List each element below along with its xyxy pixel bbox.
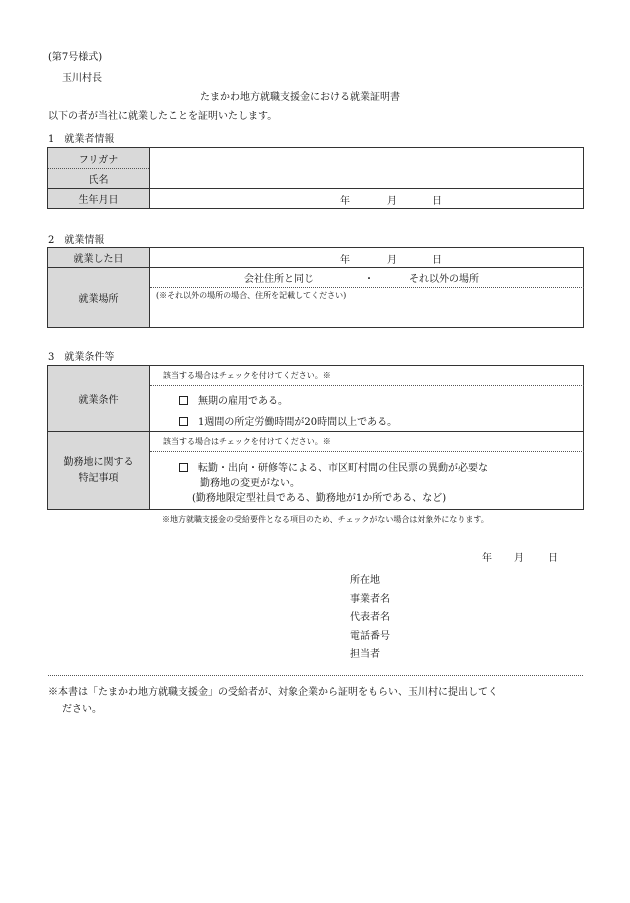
workplace-change-line3: (勤務地限定型社員である、勤務地が1か所である、など) — [192, 493, 447, 504]
emp-day-unit: 日 — [432, 255, 442, 266]
conditions-label: 就業条件 — [78, 395, 119, 406]
company-address-label: 所在地 — [350, 575, 380, 586]
other-location-note: (※それ以外の場所の場合、住所を記載してください) — [156, 291, 347, 300]
submission-note-line2: ださい。 — [62, 704, 102, 715]
condition-text-hours: 1週間の所定労働時間が20時間以上である。 — [198, 417, 398, 428]
workplace-change-line2: 勤務地の変更がない。 — [200, 478, 300, 489]
checkbox-icon[interactable] — [179, 463, 188, 472]
employment-date-label: 就業した日 — [73, 254, 124, 265]
sign-day-unit: 日 — [548, 553, 558, 564]
option-other-location[interactable]: それ以外の場所 — [409, 274, 479, 285]
workplace-notes-label-line2: 特記事項 — [78, 472, 119, 484]
furigana-name-field[interactable] — [152, 150, 580, 186]
condition-text-permanent: 無期の雇用である。 — [198, 396, 288, 407]
condition-item-hours[interactable] — [179, 413, 397, 428]
section2-heading: 2 就業情報 — [48, 235, 105, 246]
bottom-divider — [48, 675, 583, 676]
checkbox-icon[interactable] — [179, 396, 188, 405]
option-separator: ・ — [364, 274, 374, 285]
workplace-change-item[interactable] — [179, 459, 488, 474]
other-location-address-field[interactable] — [152, 302, 580, 324]
sign-year-unit: 年 — [482, 553, 492, 564]
company-name-label: 事業者名 — [350, 594, 390, 605]
intro-text: 以下の者が当社に就業したことを証明いたします。 — [48, 111, 278, 122]
workplace-label: 就業場所 — [78, 294, 119, 305]
condition-item-permanent[interactable] — [179, 392, 288, 407]
furigana-label: フリガナ — [78, 154, 119, 166]
section3-heading: 3 就業条件等 — [48, 352, 115, 363]
form-number: (第7号様式) — [48, 52, 103, 63]
employment-date-field[interactable] — [152, 250, 580, 266]
emp-year-unit: 年 — [340, 255, 350, 266]
birth-month-unit: 月 — [387, 196, 397, 207]
name-label: 氏名 — [88, 174, 109, 186]
document-title: たまかわ地方就職支援金における就業証明書 — [200, 92, 400, 103]
workplace-notes-label-line1: 勤務地に関する — [63, 456, 134, 468]
section1-heading: 1 就業者情報 — [48, 134, 115, 145]
addressee: 玉川村長 — [62, 73, 102, 84]
submission-note-line1: ※本書は「たまかわ地方就職支援金」の受給者が、対象企業から証明をもらい、玉川村に提出してく — [48, 687, 498, 698]
phone-label: 電話番号 — [350, 631, 390, 642]
workplace-notes-label — [48, 432, 149, 509]
check-instruction-2: 該当する場合はチェックを付けてください。※ — [163, 437, 331, 446]
birth-day-unit: 日 — [432, 196, 442, 207]
sign-month-unit: 月 — [514, 553, 524, 564]
representative-label: 代表者名 — [350, 612, 390, 623]
birthdate-label: 生年月日 — [78, 194, 119, 206]
contact-person-label: 担当者 — [350, 649, 380, 660]
check-instruction-1: 該当する場合はチェックを付けてください。※ — [163, 371, 331, 380]
birth-year-unit: 年 — [340, 196, 350, 207]
option-same-as-company[interactable]: 会社住所と同じ — [244, 274, 314, 285]
birthdate-field[interactable] — [152, 190, 580, 206]
checkbox-icon[interactable] — [179, 417, 188, 426]
workplace-change-line1: 転勤・出向・研修等による、市区町村間の住民票の異動が必要な — [198, 463, 488, 474]
eligibility-footnote: ※地方就職支援金の受給要件となる項目のため、チェックがない場合は対象外になります。 — [162, 515, 489, 524]
emp-month-unit: 月 — [387, 255, 397, 266]
